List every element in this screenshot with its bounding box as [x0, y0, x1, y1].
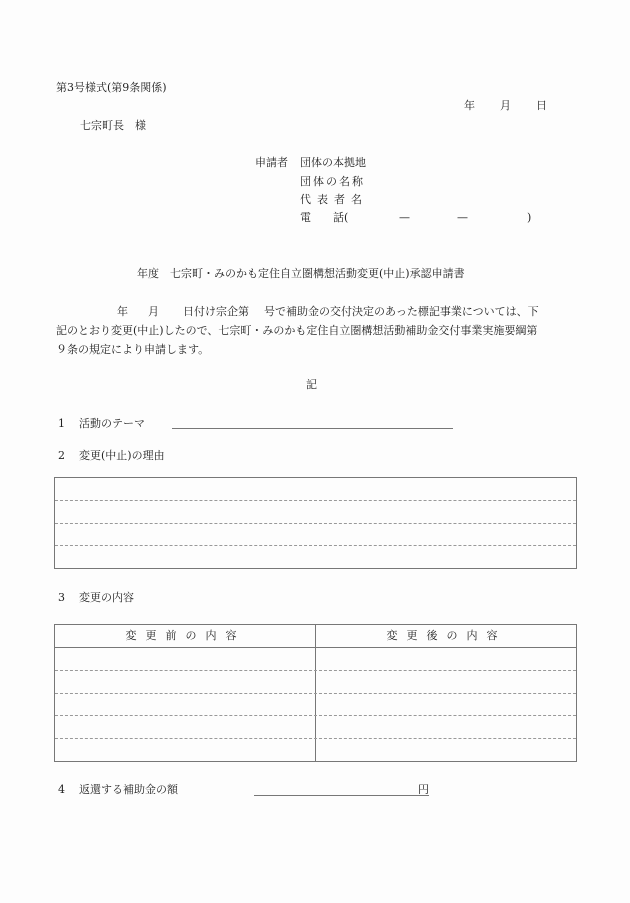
addressee: 七宗町長 様 — [80, 119, 146, 132]
body-line2: 記のとおり変更(中止)したので、七宗町・みのかも定住自立圏構想活動補助金交付事業実施要綱第 — [56, 324, 538, 337]
yen-unit: 円 — [418, 783, 429, 796]
document-title: 年度 七宗町・みのかも定住自立圏構想活動変更(中止)承認申請書 — [137, 267, 465, 280]
phone-label: 電 話( — [300, 211, 349, 224]
activity-theme-field[interactable] — [172, 428, 453, 429]
header-divider — [55, 647, 576, 648]
table-row-line — [55, 715, 576, 716]
reason-line — [55, 500, 576, 501]
table-row-line — [55, 670, 576, 671]
change-content-table — [54, 624, 577, 762]
body-month: 月 — [148, 305, 159, 318]
body-year: 年 — [117, 305, 128, 318]
item-number: 2 — [58, 449, 65, 462]
reason-line — [55, 545, 576, 546]
item-label: 変更の内容 — [79, 591, 134, 604]
item-number: 1 — [58, 417, 65, 430]
refund-amount-field[interactable] — [254, 795, 429, 796]
table-row-line — [55, 738, 576, 739]
item-label: 返還する補助金の額 — [79, 783, 178, 796]
applicant-label: 申請者 — [255, 156, 288, 169]
date-day: 日 — [536, 99, 547, 112]
phone-separator-1: — — [399, 211, 410, 224]
reason-line — [55, 523, 576, 524]
applicant-address-label: 団体の本拠地 — [300, 156, 366, 169]
body-day-ref: 日付け宗企第 — [183, 305, 249, 318]
ki-heading: 記 — [306, 378, 317, 391]
item-label: 活動のテーマ — [79, 417, 145, 430]
header-before-change: 変更前の内容 — [125, 629, 246, 642]
item-number: 4 — [58, 783, 65, 796]
item-number: 3 — [58, 591, 65, 604]
date-year: 年 — [464, 99, 475, 112]
header-after-change: 変更後の内容 — [386, 629, 507, 642]
date-month: 月 — [500, 99, 511, 112]
phone-close-paren: ) — [527, 211, 532, 224]
phone-separator-2: — — [457, 211, 468, 224]
change-reason-box[interactable] — [54, 477, 577, 569]
table-row-line — [55, 693, 576, 694]
representative-label: 代表者名 — [300, 193, 368, 206]
form-number: 第3号様式(第9条関係) — [56, 81, 167, 94]
body-line3: ９条の規定により申請します。 — [56, 343, 210, 356]
body-line1-rest: 号で補助金の交付決定のあった標記事業については、下 — [264, 305, 539, 318]
applicant-name-label: 団体の名称 — [300, 175, 365, 188]
item-label: 変更(中止)の理由 — [79, 449, 165, 462]
